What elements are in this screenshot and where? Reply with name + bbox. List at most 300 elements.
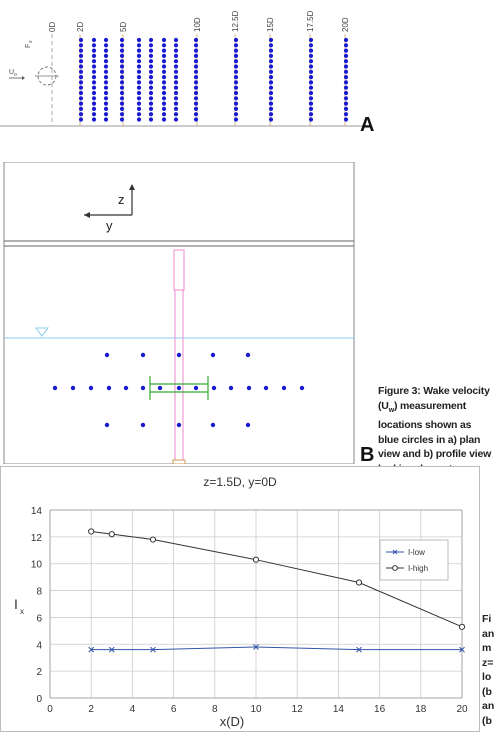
measurement-point [344,75,348,79]
measurement-point [174,86,178,90]
measurement-point [162,43,166,47]
measurement-point [194,112,198,116]
measurement-point [104,64,108,68]
axis-label: F [25,43,32,48]
measurement-point [104,91,108,95]
measurement-point [92,75,96,79]
measurement-point [104,75,108,79]
measurement-point [79,54,83,58]
measurement-point [344,43,348,47]
measurement-point [162,38,166,42]
measurement-point [269,54,273,58]
measurement-point [309,54,313,58]
measurement-point [92,91,96,95]
z-axis-arrowhead [129,184,135,190]
measurement-point [162,80,166,84]
measurement-point [344,117,348,121]
measurement-point [79,91,83,95]
measurement-point [177,423,181,427]
plan-view-panel [0,0,375,148]
measurement-point [162,117,166,121]
measurement-point [309,96,313,100]
measurement-point [104,96,108,100]
measurement-point [234,49,238,53]
measurement-point [344,86,348,90]
measurement-point [309,38,313,42]
measurement-point [104,38,108,42]
measurement-point [177,386,181,390]
measurement-point [79,112,83,116]
station-label: 0D [48,21,57,32]
measurement-point [158,386,162,390]
caption-line: (b [482,714,492,727]
measurement-point [149,75,153,79]
caption-line: an [482,627,495,640]
measurement-point [79,107,83,111]
measurement-point [137,102,141,106]
measurement-point [104,102,108,106]
measurement-point [149,91,153,95]
measurement-point [141,386,145,390]
station-label: 20D [341,17,350,32]
measurement-point [269,86,273,90]
data-point [356,580,361,585]
measurement-point [149,80,153,84]
measurement-point [234,96,238,100]
y-tick-label: 12 [30,532,42,544]
x-tick-label: 0 [47,704,53,715]
measurement-point [92,54,96,58]
caption-line: locations shown as [378,419,472,432]
station-label: 2D [76,21,85,32]
measurement-point [309,91,313,95]
measurement-point [149,107,153,111]
measurement-point [344,102,348,106]
measurement-point [309,86,313,90]
measurement-point [120,117,124,121]
measurement-point [104,117,108,121]
measurement-point [194,59,198,63]
station-label: 17.5D [306,10,315,32]
measurement-point [269,80,273,84]
measurement-point [120,70,124,74]
measurement-point [92,107,96,111]
measurement-point [269,96,273,100]
measurement-point [194,75,198,79]
axis-label-sub: x [28,40,34,43]
measurement-point [264,386,268,390]
measurement-point [162,70,166,74]
measurement-point [120,112,124,116]
measurement-point [79,86,83,90]
measurement-point [234,75,238,79]
y-tick-label: 14 [30,506,42,517]
measurement-point [194,70,198,74]
caption-line: lo [482,671,492,683]
measurement-point [234,38,238,42]
measurement-point [137,112,141,116]
measurement-point [344,107,348,111]
data-point [109,532,114,537]
measurement-point [174,43,178,47]
y-tick-label: 10 [30,559,42,571]
x-tick-label: 14 [332,704,344,715]
measurement-point [89,386,93,390]
measurement-point [141,423,145,427]
station-label: 12.5D [231,10,240,32]
measurement-point [137,64,141,68]
measurement-point [269,102,273,106]
measurement-point [141,353,145,357]
measurement-point [162,86,166,90]
measurement-point [174,96,178,100]
measurement-point [174,112,178,116]
data-point [89,529,94,534]
measurement-point [309,43,313,47]
flow-label: U [9,69,15,76]
measurement-point [162,107,166,111]
measurement-point [53,386,57,390]
caption-line: an [482,700,495,712]
measurement-point [194,43,198,47]
mast-top-housing [174,250,184,290]
measurement-point [104,49,108,53]
measurement-point [79,59,83,63]
measurement-point [174,54,178,58]
measurement-point [120,75,124,79]
measurement-point [174,91,178,95]
measurement-point [309,117,313,121]
measurement-point [194,64,198,68]
measurement-point [269,59,273,63]
measurement-point [162,91,166,95]
measurement-point [92,112,96,116]
measurement-point [309,107,313,111]
measurement-point [79,80,83,84]
measurement-point [344,91,348,95]
measurement-point [92,64,96,68]
measurement-point [137,75,141,79]
measurement-point [104,112,108,116]
caption-line: (b [482,685,492,698]
measurement-point [211,423,215,427]
measurement-point [194,49,198,53]
measurement-point [162,75,166,79]
measurement-point [234,43,238,47]
measurement-point [234,107,238,111]
measurement-point [79,96,83,100]
data-point [150,537,155,542]
measurement-point [137,96,141,100]
measurement-point [269,117,273,121]
y-tick-label: 0 [36,694,42,705]
measurement-point [92,80,96,84]
measurement-point [79,49,83,53]
measurement-point [124,386,128,390]
measurement-point [309,75,313,79]
measurement-point [79,38,83,42]
legend-marker [393,566,398,571]
measurement-point [79,64,83,68]
measurement-point [137,107,141,111]
measurement-point [344,49,348,53]
measurement-point [120,54,124,58]
measurement-point [120,107,124,111]
x-tick-label: 20 [456,704,468,715]
measurement-point [212,386,216,390]
measurement-point [137,49,141,53]
chart-legend [380,540,448,580]
measurement-point [309,112,313,116]
measurement-point [194,86,198,90]
measurement-point [344,96,348,100]
measurement-point [137,91,141,95]
measurement-point [137,117,141,121]
measurement-point [104,80,108,84]
measurement-point [79,43,83,47]
measurement-point [269,112,273,116]
measurement-point [344,64,348,68]
measurement-point [137,59,141,63]
caption-line: z= [482,656,494,669]
measurement-point [269,38,273,42]
measurement-point [120,96,124,100]
tank-outline [4,162,354,464]
measurement-point [174,64,178,68]
measurement-point [120,86,124,90]
measurement-point [162,54,166,58]
intensity-chart [0,466,480,732]
panel-a-label: A [360,114,375,136]
z-axis-label: z [118,192,125,207]
measurement-point [120,91,124,95]
measurement-point [234,91,238,95]
figure-caption [378,384,502,476]
data-point [253,557,258,562]
chart-frame [1,467,480,732]
measurement-point [79,70,83,74]
x-tick-label: 10 [250,704,262,715]
measurement-point [162,49,166,53]
measurement-point [234,54,238,58]
chart-title: z=1.5D, y=0D [203,475,277,489]
measurement-point [149,117,153,121]
y-axis-label-sub: x [20,607,24,616]
measurement-point [234,102,238,106]
legend-label: I-low [408,548,425,557]
measurement-point [120,80,124,84]
caption-line: Fi [482,613,492,625]
measurement-point [149,64,153,68]
y-tick-label: 8 [36,586,42,598]
measurement-point [194,91,198,95]
measurement-point [174,80,178,84]
y-tick-label: 4 [36,640,42,652]
measurement-point [79,75,83,79]
measurement-point [92,102,96,106]
legend-label: I-high [408,564,429,573]
caption-line: m [482,642,492,654]
measurement-point [269,70,273,74]
measurement-point [149,59,153,63]
x-tick-label: 12 [291,704,303,715]
measurement-point [162,96,166,100]
flow-label-sub: o [14,72,17,78]
measurement-point [269,75,273,79]
measurement-point [79,117,83,121]
measurement-point [309,64,313,68]
measurement-point [247,386,251,390]
caption-line: view and b) profile view [378,448,492,461]
measurement-point [120,102,124,106]
measurement-point [120,64,124,68]
station-label: 5D [119,21,128,32]
measurement-point [92,86,96,90]
measurement-point [92,59,96,63]
x-tick-label: 4 [129,704,136,715]
measurement-point [104,107,108,111]
measurement-point [120,59,124,63]
measurement-point [194,102,198,106]
measurement-point [344,59,348,63]
measurement-point [120,38,124,42]
measurement-point [344,70,348,74]
measurement-point [174,49,178,53]
measurement-point [269,43,273,47]
x-tick-label: 18 [415,704,427,715]
measurement-point [107,386,111,390]
measurement-point [344,112,348,116]
figure-caption-clipped [482,612,502,728]
y-axis-label: I [14,596,18,612]
measurement-point [309,59,313,63]
measurement-point [234,70,238,74]
measurement-point [174,117,178,121]
measurement-point [92,43,96,47]
measurement-point [137,43,141,47]
measurement-point [162,59,166,63]
measurement-point [174,102,178,106]
measurement-point [149,49,153,53]
measurement-point [120,49,124,53]
station-label: 10D [193,17,202,32]
measurement-point [71,386,75,390]
water-level-symbol [36,328,48,336]
measurement-point [105,353,109,357]
measurement-point [137,70,141,74]
x-tick-label: 8 [212,704,218,715]
caption-line: $(U_w)$ measurement [378,399,467,414]
x-tick-label: 2 [88,704,94,715]
measurement-point [162,64,166,68]
measurement-point [92,70,96,74]
measurement-point [309,102,313,106]
measurement-point [162,112,166,116]
mast-base [173,460,185,464]
x-axis-label: x(D) [219,714,245,729]
measurement-point [229,386,233,390]
measurement-point [234,112,238,116]
measurement-point [149,112,153,116]
measurement-point [309,49,313,53]
measurement-point [149,43,153,47]
measurement-point [149,38,153,42]
measurement-point [174,107,178,111]
measurement-point [344,38,348,42]
measurement-point [269,107,273,111]
measurement-point [211,353,215,357]
x-tick-label: 6 [170,704,177,715]
measurement-point [194,117,198,121]
measurement-point [105,423,109,427]
measurement-point [269,64,273,68]
measurement-point [174,59,178,63]
measurement-point [194,54,198,58]
measurement-point [234,59,238,63]
measurement-point [246,353,250,357]
measurement-point [137,80,141,84]
measurement-point [309,80,313,84]
measurement-point [104,70,108,74]
y-axis-label: y [106,218,113,233]
measurement-point [174,38,178,42]
y-tick-label: 6 [36,613,42,625]
measurement-point [174,75,178,79]
measurement-point [269,49,273,53]
measurement-point [104,43,108,47]
measurement-point [104,59,108,63]
measurement-point [162,102,166,106]
measurement-point [92,117,96,121]
measurement-point [137,38,141,42]
measurement-point [234,64,238,68]
measurement-point [234,86,238,90]
measurement-point [282,386,286,390]
station-label: 15D [266,17,275,32]
measurement-point [309,70,313,74]
measurement-point [120,43,124,47]
measurement-point [194,96,198,100]
caption-line: Figure 3: Wake velocity [378,385,490,397]
measurement-point [234,117,238,121]
y-axis-arrowhead [84,212,90,218]
y-tick-label: 2 [36,667,42,679]
measurement-point [246,423,250,427]
measurement-point [79,102,83,106]
measurement-point [149,86,153,90]
measurement-point [300,386,304,390]
measurement-point [194,80,198,84]
x-tick-label: 16 [374,704,386,715]
measurement-point [104,54,108,58]
plan-view-diagram [0,0,375,148]
measurement-point [149,54,153,58]
measurement-point [149,102,153,106]
measurement-point [92,38,96,42]
caption-line: blue circles in a) plan [378,433,481,446]
measurement-point [269,91,273,95]
measurement-point [92,49,96,53]
measurement-point [149,70,153,74]
measurement-point [92,96,96,100]
measurement-point [344,80,348,84]
measurement-point [104,86,108,90]
measurement-point [344,54,348,58]
measurement-point [177,353,181,357]
profile-view-diagram [0,162,372,464]
measurement-point [194,38,198,42]
measurement-point [194,107,198,111]
